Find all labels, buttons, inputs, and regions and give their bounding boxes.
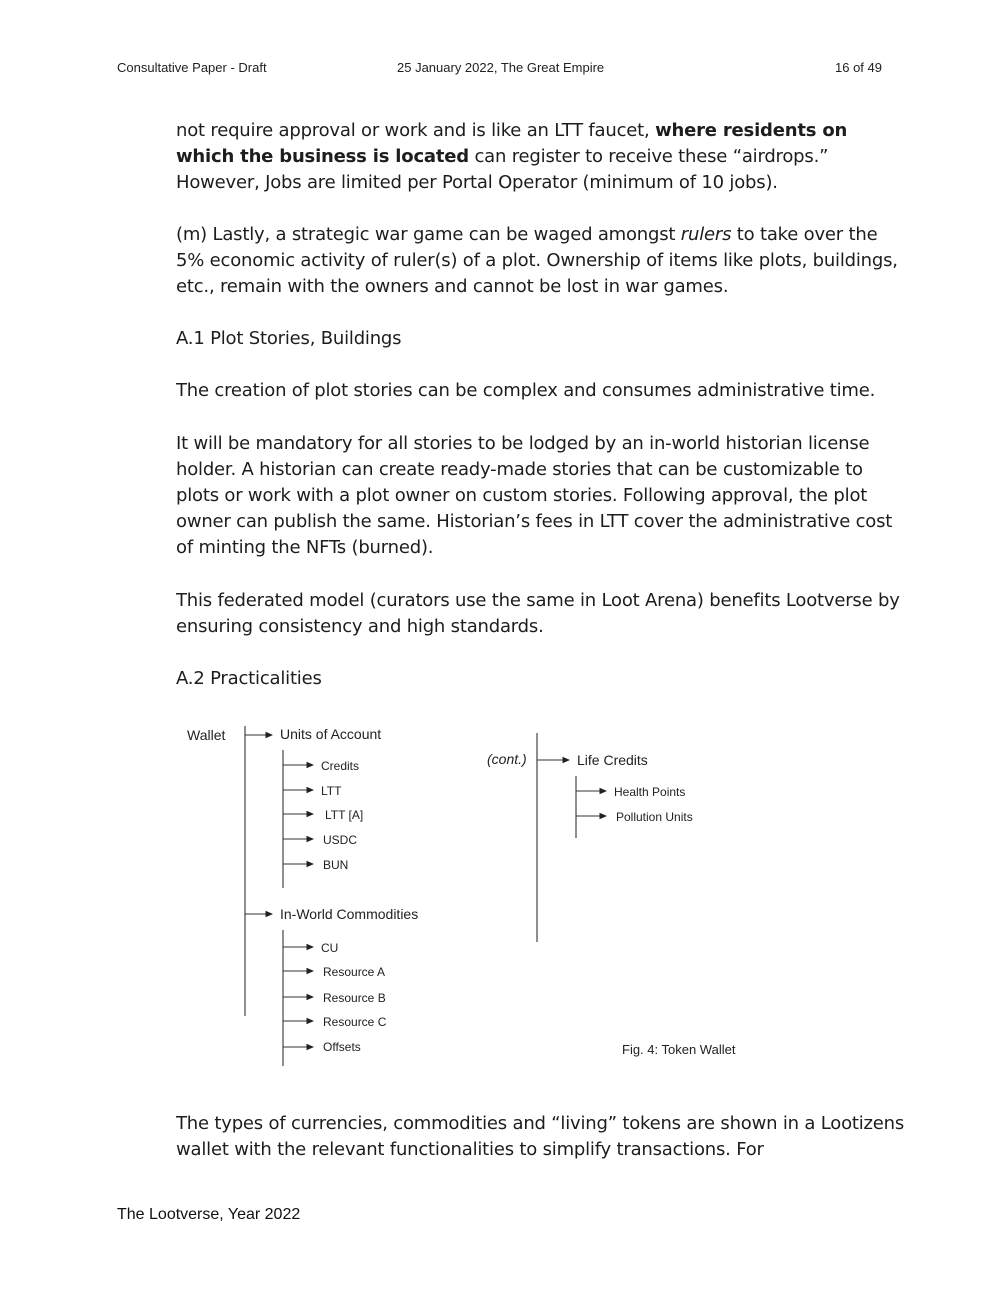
footer: The Lootverse, Year 2022	[117, 1206, 301, 1223]
figure-caption: Fig. 4: Token Wallet	[622, 1042, 736, 1057]
life-credits-label: Life Credits	[577, 752, 648, 768]
text-run: not require approval or work and is like an LTT faucet,	[176, 120, 656, 141]
paragraph-war-game	[176, 222, 906, 300]
unit-item-credits: Credits	[321, 759, 360, 773]
header-left: Consultative Paper - Draft	[117, 60, 267, 75]
unit-item-usdc: USDC	[323, 833, 358, 847]
life-item-health-points: Health Points	[614, 785, 686, 799]
commodity-item-resource-b: Resource B	[323, 991, 386, 1005]
italic-run: rulers	[680, 224, 732, 245]
commodity-item-resource-a: Resource A	[323, 965, 386, 979]
paragraph-currencies: The types of currencies, commodities and “living” tokens are shown in a Lootizens wallet with the relevant functionalities to simplify transactions. For	[176, 1113, 905, 1160]
header-page-number: 16 of 49	[835, 60, 882, 75]
unit-item-bun: BUN	[323, 858, 349, 872]
commodity-item-offsets: Offsets	[323, 1040, 361, 1054]
bold-run: where residents on which the business is located	[176, 120, 848, 167]
wallet-root-label: Wallet	[187, 727, 226, 743]
section-heading-a1: A.1 Plot Stories, Buildings	[176, 328, 402, 349]
paragraph-historian: It will be mandatory for all stories to be lodged by an in-world historian license holder. A historian can create ready-made stories that can be customizable to plots or work with a plot owner on custom stories. Following approval, the plot owner can publish the same. Historian’s fees in LTT cover the administrative cost of minting the NFTs (burned).	[176, 433, 893, 558]
units-of-account-label: Units of Account	[280, 726, 382, 742]
paragraph-airdrops	[176, 118, 906, 196]
paragraph-federated: This federated model (curators use the same in Loot Arena) benefits Lootverse by ensuring consistency and high standards.	[176, 590, 900, 637]
unit-item-ltt: LTT	[321, 784, 342, 798]
in-world-commodities-label: In-World Commodities	[280, 906, 419, 922]
unit-item-ltt-a: LTT [A]	[325, 808, 364, 822]
text-run: (m) Lastly, a strategic war game can be waged amongst	[176, 224, 681, 245]
life-item-pollution-units: Pollution Units	[616, 810, 693, 824]
commodity-item-resource-c: Resource C	[323, 1015, 387, 1029]
text-run: can register to receive these “airdrops.” However, Jobs are limited per Portal Operator (minimum of 10 jobs).	[176, 146, 829, 193]
commodity-item-cu: CU	[321, 941, 339, 955]
paragraph-plot-stories: The creation of plot stories can be complex and consumes administrative time.	[176, 380, 876, 401]
text-run: to take over the 5% economic activity of ruler(s) of a plot. Ownership of items like plots, buildings, etc., remain with the owners and cannot be lost in war games.	[176, 224, 898, 297]
cont-label: (cont.)	[487, 751, 527, 767]
header-center: 25 January 2022, The Great Empire	[397, 60, 605, 75]
section-heading-a2: A.2 Practicalities	[176, 668, 322, 689]
